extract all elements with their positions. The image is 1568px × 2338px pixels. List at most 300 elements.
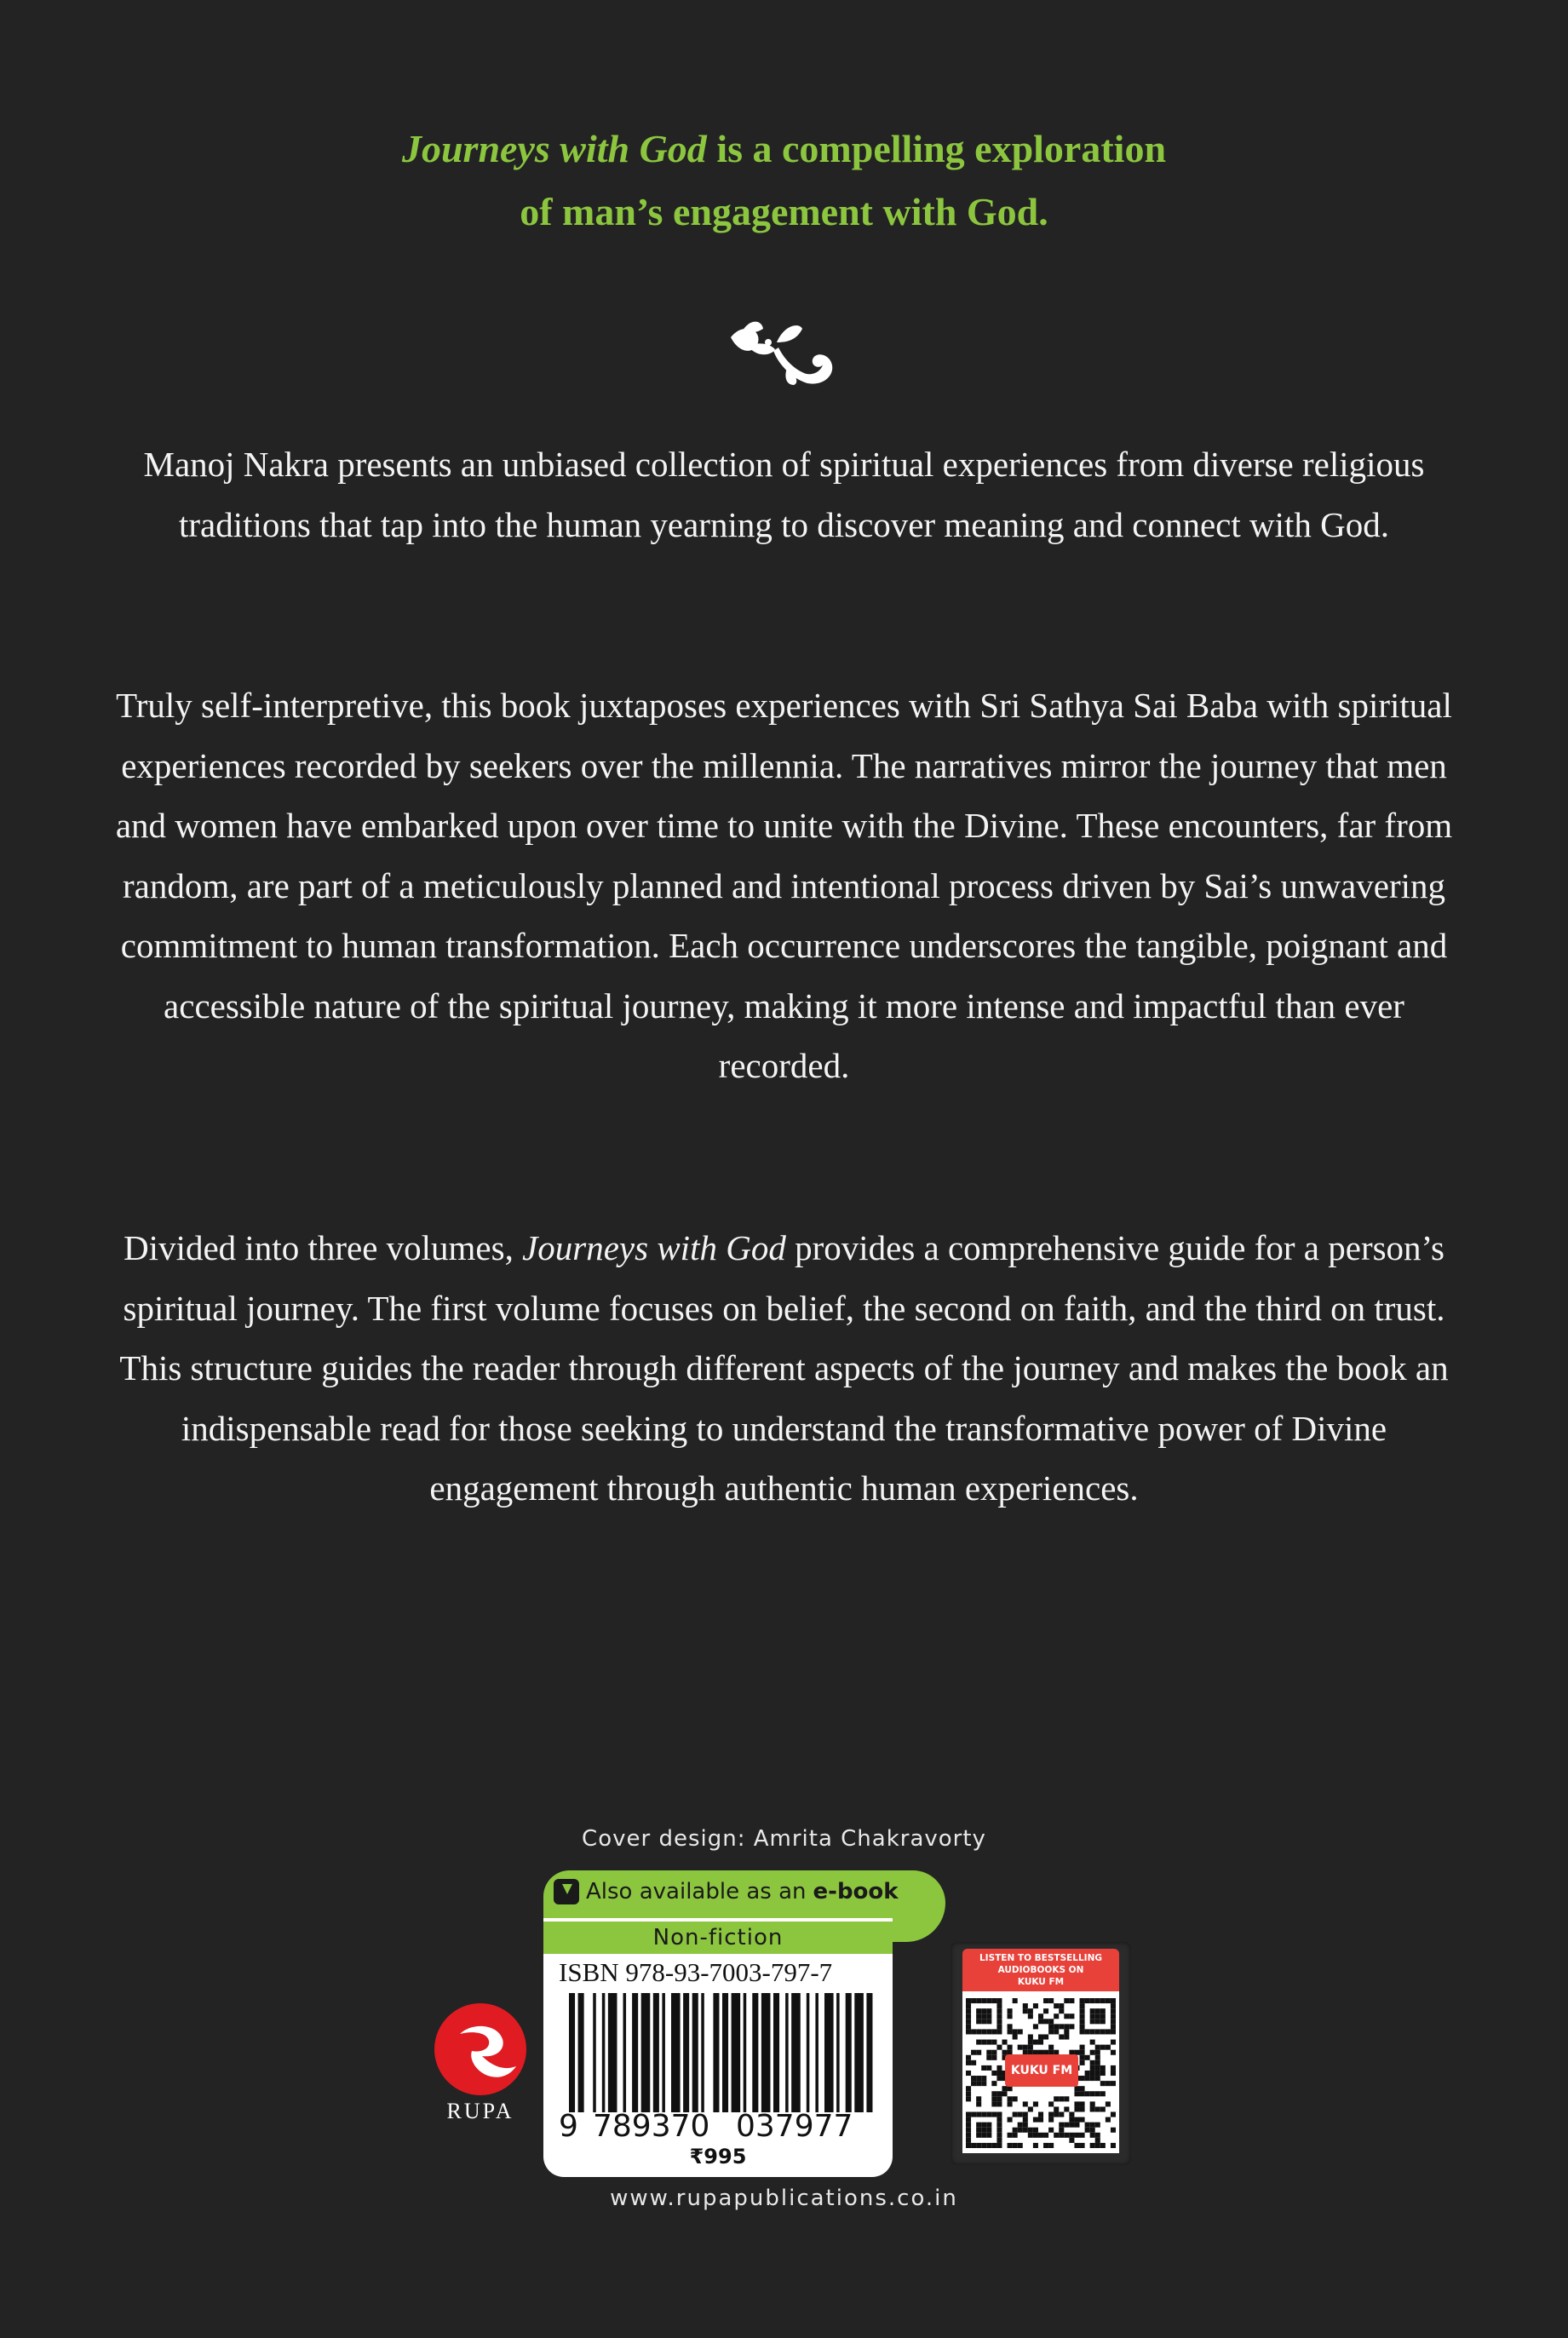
qr-module: [1059, 2003, 1064, 2008]
qr-module: [1080, 2013, 1085, 2019]
qr-module: [966, 2143, 971, 2148]
qr-module: [991, 2050, 997, 2055]
qr-module: [986, 2112, 991, 2117]
qr-module: [976, 2112, 981, 2117]
qr-module: [1095, 2019, 1100, 2024]
qr-module: [1095, 2055, 1100, 2060]
barcode-bar: [744, 1993, 747, 2112]
qr-module: [1080, 2101, 1085, 2106]
qr-module: [1028, 2133, 1033, 2138]
qr-module: [1085, 2071, 1090, 2076]
tagline: [0, 118, 1568, 244]
blurb-paragraph-2: Truly self-interpretive, this book juxtaposes experiences with Sri Sathya Sai Baba with spiritual experiences recorded by seekers over the millennia. The narratives mirror the journey that men and women have embarked upon over time to unite with the Divine. These encounters, far from random, are part of a meticulously planned and intentional process driven by Sai’s unwavering commitment to human transformation. Each occurrence underscores the tangible, poignant and accessible nature of the spiritual journey, making it more intense and impactful than ever recorded.: [115, 686, 1453, 1085]
qr-module: [1038, 2013, 1043, 2019]
qr-module: [966, 1998, 971, 2003]
barcode-bar: [641, 1993, 651, 2112]
barcode-bar: [671, 1993, 681, 2112]
qr-module: [976, 2013, 981, 2019]
qr-module: [1048, 2045, 1054, 2050]
qr-module: [1111, 2024, 1116, 2029]
qr-module: [997, 2138, 1002, 2143]
qr-module: [1008, 2143, 1013, 2148]
barcode-bar: [773, 1993, 779, 2112]
qr-module: [1085, 2055, 1090, 2060]
qr-module: [1018, 2029, 1023, 2034]
qr-module: [971, 2076, 976, 2081]
qr-module: [971, 1998, 976, 2003]
qr-module: [1090, 2060, 1095, 2065]
qr-module: [1080, 2086, 1085, 2091]
qr-module: [1090, 2106, 1095, 2111]
qr-module: [1033, 2040, 1038, 2045]
qr-module: [1111, 2029, 1116, 2034]
qr-module: [986, 2019, 991, 2024]
qr-module: [997, 2076, 1002, 2081]
publisher-name: RUPA: [446, 2099, 514, 2123]
qr-module: [1080, 2003, 1085, 2008]
qr-module: [1002, 2091, 1007, 2096]
qr-module: [1059, 2128, 1064, 2133]
qr-module: [966, 2003, 971, 2008]
qr-module: [991, 2040, 997, 2045]
qr-module: [991, 2096, 997, 2101]
qr-module: [966, 2024, 971, 2029]
qr-module: [981, 1998, 986, 2003]
barcode-bar: [569, 1993, 575, 2112]
qr-module: [1100, 2143, 1106, 2148]
qr-module: [1111, 2050, 1116, 2055]
qr-module: [1028, 2045, 1033, 2050]
qr-module: [1095, 2050, 1100, 2055]
qr-module: [971, 2029, 976, 2034]
qr-module: [986, 2143, 991, 2148]
qr-module: [1054, 2029, 1059, 2034]
qr-module: [1028, 2008, 1033, 2013]
blurb-paragraph-3: [111, 1218, 1457, 1519]
qr-module: [966, 2019, 971, 2024]
qr-module: [981, 2081, 986, 2086]
qr-module: [1023, 2045, 1028, 2050]
qr-module: [1008, 2133, 1013, 2138]
qr-module: [1038, 2019, 1043, 2024]
qr-module: [997, 2096, 1002, 2101]
qr-module: [1074, 2143, 1079, 2148]
qr-module: [1085, 2076, 1090, 2081]
qr-module: [1111, 2003, 1116, 2008]
qr-module: [1048, 2143, 1054, 2148]
qr-module: [966, 2138, 971, 2143]
qr-module: [1023, 2112, 1028, 2117]
qr-module: [981, 2143, 986, 2148]
qr-module: [1080, 2024, 1085, 2029]
qr-module: [991, 2071, 997, 2076]
barcode-bar: [824, 1993, 834, 2112]
qr-module: [1059, 2008, 1064, 2013]
qr-module: [997, 2133, 1002, 2138]
qr-module: [997, 2123, 1002, 2128]
qr-module: [991, 1998, 997, 2003]
tagline-line-2: of man’s engagement with God.: [520, 190, 1048, 233]
qr-module: [1002, 2040, 1007, 2045]
qr-module: [966, 2133, 971, 2138]
qr-module: [1059, 2096, 1064, 2101]
qr-module: [1038, 2040, 1043, 2045]
qr-module: [966, 2029, 971, 2034]
qr-module: [1038, 2133, 1043, 2138]
kuku-fm-header: [962, 1949, 1119, 1991]
qr-module: [1008, 2008, 1013, 2013]
price-label: ₹995: [689, 2145, 747, 2169]
qr-module: [1090, 2133, 1095, 2138]
qr-module: [986, 2013, 991, 2019]
qr-module: [1069, 2123, 1074, 2128]
qr-module: [1085, 2029, 1090, 2034]
qr-module: [1054, 2003, 1059, 2008]
qr-module: [1085, 2123, 1090, 2128]
qr-module: [986, 2008, 991, 2013]
qr-module: [1100, 2106, 1106, 2111]
qr-module: [1080, 2019, 1085, 2024]
qr-module: [1054, 2106, 1059, 2111]
qr-module: [1090, 2076, 1095, 2081]
qr-module: [1028, 2106, 1033, 2111]
qr-module: [1054, 2013, 1059, 2019]
qr-module: [1095, 2045, 1100, 2050]
qr-module: [981, 2112, 986, 2117]
qr-module: [1013, 2133, 1018, 2138]
qr-module: [1048, 2029, 1054, 2034]
qr-module: [1064, 2013, 1069, 2019]
qr-module: [981, 2065, 986, 2071]
qr-module: [966, 2091, 971, 2096]
qr-module: [971, 2112, 976, 2117]
barcode-digits: [555, 2109, 879, 2143]
qr-module: [1043, 2143, 1048, 2148]
ebook-banner: [550, 1874, 916, 1910]
kuku-fm-header-line-2: AUDIOBOOKS ON: [997, 1965, 1084, 1975]
qr-module: [1100, 2029, 1106, 2034]
qr-module: [1111, 2081, 1116, 2086]
qr-module: [1008, 2024, 1013, 2029]
qr-module: [1074, 2091, 1079, 2096]
qr-module: [1095, 2076, 1100, 2081]
qr-module: [1095, 2029, 1100, 2034]
qr-module: [1064, 2133, 1069, 2138]
rupa-logo-mark-icon: [434, 2003, 526, 2095]
qr-module: [976, 2081, 981, 2086]
qr-module: [1095, 2060, 1100, 2065]
qr-module: [1095, 1998, 1100, 2003]
qr-module: [1059, 2034, 1064, 2039]
qr-module: [1008, 2013, 1013, 2019]
qr-module: [1106, 2101, 1111, 2106]
qr-module: [1008, 2117, 1013, 2123]
qr-module: [1018, 2143, 1023, 2148]
qr-module: [1090, 1998, 1095, 2003]
barcode-bar: [752, 1993, 758, 2112]
qr-module: [1100, 2045, 1106, 2050]
barcode-bar: [701, 1993, 704, 2112]
barcode-bars: [569, 1993, 876, 2112]
qr-module: [1018, 2128, 1023, 2133]
floral-ornament-icon: [724, 317, 840, 388]
qr-module: [1054, 2096, 1059, 2101]
qr-module: [971, 2143, 976, 2148]
qr-module: [966, 2096, 971, 2101]
qr-module: [981, 2008, 986, 2013]
qr-module: [997, 2101, 1002, 2106]
qr-module: [1033, 2133, 1038, 2138]
qr-module: [1090, 2071, 1095, 2076]
qr-module: [976, 2076, 981, 2081]
qr-module: [1100, 2071, 1106, 2076]
qr-module: [1090, 2101, 1095, 2106]
qr-module: [976, 2019, 981, 2024]
qr-module: [966, 2071, 971, 2076]
qr-module: [1054, 2133, 1059, 2138]
qr-module: [1064, 2096, 1069, 2101]
qr-module: [1028, 2040, 1033, 2045]
barcode-digits-left: 789370: [593, 2109, 710, 2144]
qr-module: [1013, 2143, 1018, 2148]
blurb-paragraph-1: Manoj Nakra presents an unbiased collection of spiritual experiences from diverse religious traditions that tap into the human yearning to discover meaning and connect with God.: [143, 445, 1425, 544]
qr-module: [1023, 2117, 1028, 2123]
qr-module: [1043, 2133, 1048, 2138]
qr-module: [1090, 2029, 1095, 2034]
qr-module: [1085, 2091, 1090, 2096]
qr-module: [1106, 2029, 1111, 2034]
p3-rest: provides a comprehensive guide for a person’s spiritual journey. The first volume focuses on belief, the second on faith, and the third on trust. This structure guides the reader through different aspects of the journey and makes the book an indispensable read for those seeking to understand the transformative power of Divine engagement through authentic human experiences.: [119, 1228, 1449, 1508]
qr-module: [1008, 2029, 1013, 2034]
qr-module: [1111, 2071, 1116, 2076]
kuku-fm-header-line-3: KUKU FM: [1017, 1977, 1065, 1987]
qr-module: [1085, 2128, 1090, 2133]
qr-module: [1069, 2133, 1074, 2138]
qr-module: [1074, 2123, 1079, 2128]
qr-module: [1090, 2128, 1095, 2133]
kuku-fm-badge: KUKU FM: [1005, 2054, 1078, 2087]
barcode-bar: [578, 1993, 584, 2112]
qr-module: [976, 2050, 981, 2055]
qr-module: [986, 2055, 991, 2060]
barcode-bar: [722, 1993, 728, 2112]
qr-module: [1069, 2013, 1074, 2019]
qr-module: [1048, 2019, 1054, 2024]
qr-module: [1008, 2101, 1013, 2106]
qr-module: [981, 2040, 986, 2045]
qr-module: [1080, 2117, 1085, 2123]
qr-module: [986, 2040, 991, 2045]
barcode-digit-first: 9: [559, 2109, 578, 2144]
barcode-bar: [602, 1993, 606, 2112]
qr-module: [1095, 2143, 1100, 2148]
qr-module: [997, 2071, 1002, 2076]
qr-module: [1048, 2024, 1054, 2029]
qr-module: [1059, 2133, 1064, 2138]
qr-module: [981, 2013, 986, 2019]
qr-module: [981, 2128, 986, 2133]
qr-module: [1100, 2013, 1106, 2019]
qr-module: [1080, 2008, 1085, 2013]
qr-module: [976, 2123, 981, 2128]
qr-module: [966, 2123, 971, 2128]
qr-module: [986, 2123, 991, 2128]
qr-module: [1100, 2081, 1106, 2086]
barcode-bar: [791, 1993, 801, 2112]
barcode-bar: [632, 1993, 638, 2112]
qr-module: [1054, 2024, 1059, 2029]
qr-module: [1085, 1998, 1090, 2003]
qr-module: [1095, 2138, 1100, 2143]
qr-module: [997, 2117, 1002, 2123]
qr-module: [991, 2091, 997, 2096]
qr-module: [1013, 2096, 1018, 2101]
qr-module: [997, 2143, 1002, 2148]
qr-module: [1100, 2091, 1106, 2096]
qr-module: [976, 2096, 981, 2101]
qr-module: [1111, 2143, 1116, 2148]
qr-module: [997, 2065, 1002, 2071]
qr-module: [1064, 2034, 1069, 2039]
qr-module: [976, 2128, 981, 2133]
qr-module: [1033, 2128, 1038, 2133]
qr-module: [997, 2045, 1002, 2050]
qr-module: [991, 2101, 997, 2106]
qr-module: [1043, 2008, 1048, 2013]
qr-module: [1002, 2086, 1007, 2091]
qr-module: [1033, 2024, 1038, 2029]
barcode-bar: [608, 1993, 617, 2112]
qr-module: [966, 2128, 971, 2133]
qr-module: [1013, 2112, 1018, 2117]
qr-module: [986, 2133, 991, 2138]
qr-module: [991, 2081, 997, 2086]
qr-module: [1008, 2045, 1013, 2050]
qr-module: [1111, 2040, 1116, 2045]
barcode-bar: [662, 1993, 665, 2112]
qr-module: [1100, 2008, 1106, 2013]
qr-module: [1111, 1998, 1116, 2003]
download-icon: [554, 1879, 579, 1904]
qr-module: [986, 2065, 991, 2071]
qr-module: [976, 1998, 981, 2003]
qr-module: [1023, 2003, 1028, 2008]
qr-module: [1095, 2133, 1100, 2138]
qr-module: [1090, 2008, 1095, 2013]
qr-module: [1090, 2123, 1095, 2128]
qr-module: [1090, 2013, 1095, 2019]
qr-module: [1111, 2128, 1116, 2133]
qr-module: [997, 2024, 1002, 2029]
qr-module: [997, 2091, 1002, 2096]
qr-module: [1043, 2019, 1048, 2024]
qr-module: [1095, 2008, 1100, 2013]
barcode-bar: [732, 1993, 741, 2112]
qr-module: [976, 2040, 981, 2045]
cover-design-credit: Cover design: Amrita Chakravorty: [582, 1826, 986, 1852]
barcode-bar: [593, 1993, 596, 2112]
qr-module: [997, 2112, 1002, 2117]
qr-module: [991, 2055, 997, 2060]
qr-module: [981, 2029, 986, 2034]
qr-module: [976, 2029, 981, 2034]
qr-module: [971, 2081, 976, 2086]
qr-module: [976, 2101, 981, 2106]
barcode-bar: [761, 1993, 771, 2112]
qr-module: [1074, 2086, 1079, 2091]
qr-module: [1111, 2013, 1116, 2019]
qr-module: [1080, 2106, 1085, 2111]
qr-module: [1033, 2117, 1038, 2123]
qr-module: [997, 2003, 1002, 2008]
qr-module: [1100, 2019, 1106, 2024]
qr-module: [1095, 2106, 1100, 2111]
qr-module: [1080, 2133, 1085, 2138]
ebook-label: e-book: [813, 1879, 899, 1904]
qr-module: [986, 2050, 991, 2055]
qr-module: [1100, 1998, 1106, 2003]
qr-module: [1090, 2065, 1095, 2071]
barcode-bar: [785, 1993, 789, 2112]
qr-module: [1054, 2112, 1059, 2117]
qr-module: [1074, 2106, 1079, 2111]
qr-module: [1106, 2045, 1111, 2050]
qr-module: [997, 2013, 1002, 2019]
barcode-bar: [846, 1993, 852, 2112]
p3-start: Divided into three volumes,: [123, 1228, 523, 1267]
qr-module: [997, 2029, 1002, 2034]
qr-module: [997, 2008, 1002, 2013]
qr-module: [1106, 2117, 1111, 2123]
qr-module: [1111, 2008, 1116, 2013]
qr-module: [1080, 2050, 1085, 2055]
qr-module: [971, 2060, 976, 2065]
qr-module: [966, 2086, 971, 2091]
qr-module: [1018, 2123, 1023, 2128]
qr-module: [1090, 2040, 1095, 2045]
tagline-line-1: [0, 118, 1568, 181]
qr-module: [1074, 2133, 1079, 2138]
qr-module: [1095, 2123, 1100, 2128]
qr-module: [1080, 2060, 1085, 2065]
qr-module: [1008, 2086, 1013, 2091]
qr-module: [1111, 2019, 1116, 2024]
qr-module: [1090, 2091, 1095, 2096]
qr-module: [1064, 2024, 1069, 2029]
qr-module: [1028, 2128, 1033, 2133]
ebook-prefix: Also available as an: [586, 1879, 807, 1904]
qr-module: [1064, 2123, 1069, 2128]
qr-module: [976, 2133, 981, 2138]
barcode-digits-right: 037977: [736, 2109, 853, 2144]
qr-module: [1033, 2143, 1038, 2148]
qr-module: [1038, 2117, 1043, 2123]
qr-module: [1100, 2065, 1106, 2071]
qr-module: [1069, 1998, 1074, 2003]
qr-module: [966, 2112, 971, 2117]
rupa-logo: [434, 2003, 526, 2095]
qr-module: [1095, 2065, 1100, 2071]
qr-module: [1080, 2055, 1085, 2060]
qr-module: [1023, 2128, 1028, 2133]
qr-module: [1048, 2117, 1054, 2123]
qr-module: [981, 2076, 986, 2081]
qr-module: [971, 2050, 976, 2055]
qr-module: [1111, 2112, 1116, 2117]
qr-module: [1080, 1998, 1085, 2003]
barcode-bar: [815, 1993, 818, 2112]
kuku-fm-header-line-1: LISTEN TO BESTSELLING: [979, 1953, 1102, 1963]
